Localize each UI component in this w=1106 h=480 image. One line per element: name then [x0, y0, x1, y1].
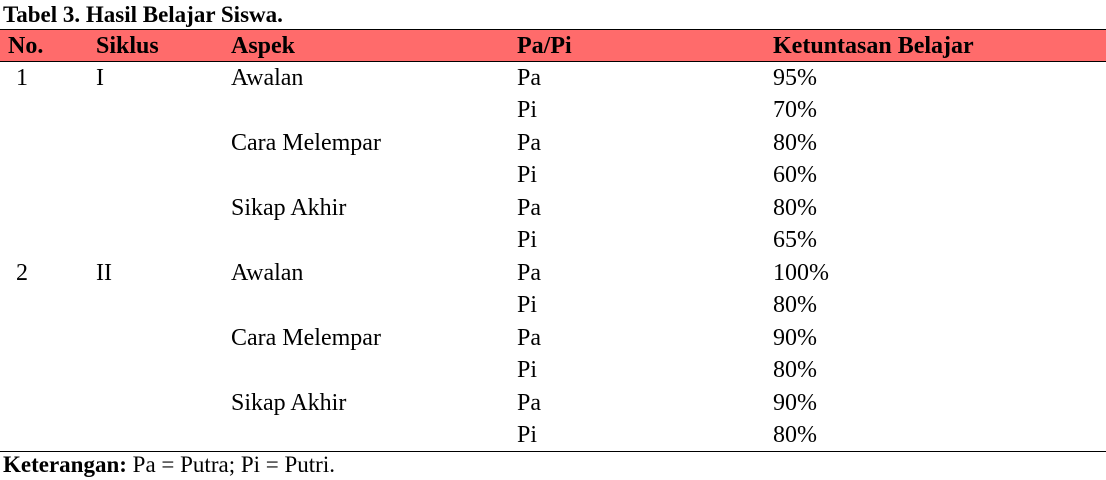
- cell-ketuntasan: 80%: [773, 292, 817, 319]
- cell-aspek: [231, 419, 517, 452]
- table-row: [0, 257, 1106, 290]
- cell-ketuntasan: 60%: [773, 162, 817, 189]
- cell-aspek: [231, 159, 517, 192]
- table-row: [0, 224, 1106, 257]
- cell-siklus: [96, 192, 231, 225]
- cell-no: [0, 159, 96, 192]
- table-body: [0, 62, 1106, 452]
- cell-siklus: [96, 419, 231, 452]
- cell-no: [0, 354, 96, 387]
- cell-ketuntasan: 100%: [773, 259, 829, 286]
- cell-no: [0, 387, 96, 420]
- cell-ketuntasan: 70%: [773, 97, 817, 124]
- cell-aspek: Awalan: [231, 259, 304, 286]
- cell-no: [0, 322, 96, 355]
- cell-aspek: [231, 224, 517, 257]
- table-header: [0, 30, 1106, 62]
- cell-siklus: [96, 354, 231, 387]
- cell-no: 2: [16, 259, 28, 286]
- table-row: [0, 322, 1106, 355]
- table-row: [0, 62, 1106, 95]
- cell-ketuntasan: 80%: [773, 194, 817, 221]
- cell-aspek: Sikap Akhir: [231, 389, 347, 416]
- cell-aspek: [231, 289, 517, 322]
- cell-pa-pi: Pi: [517, 419, 773, 452]
- cell-ketuntasan: 90%: [773, 389, 817, 416]
- cell-siklus: [96, 94, 231, 127]
- cell-pa-pi: Pi: [517, 97, 538, 124]
- cell-pa-pi: Pa: [517, 389, 541, 416]
- cell-aspek: Cara Melempar: [231, 129, 381, 156]
- table-row: [0, 192, 1106, 225]
- header-row: [0, 30, 1106, 62]
- cell-siklus: [96, 159, 231, 192]
- cell-pa-pi: Pi: [517, 227, 538, 254]
- cell-pa-pi: Pi: [517, 357, 538, 384]
- cell-siklus: [96, 289, 231, 322]
- cell-pa-pi: Pa: [517, 324, 541, 351]
- cell-aspek: Sikap Akhir: [231, 194, 347, 221]
- table-row: [0, 127, 1106, 160]
- cell-no: [0, 94, 96, 127]
- cell-ketuntasan: 65%: [773, 227, 817, 254]
- header-ketuntasan: Ketuntasan Belajar: [773, 30, 1106, 62]
- results-table: [0, 29, 1106, 452]
- header-pa-pi: Pa/Pi: [517, 30, 773, 62]
- cell-no: 1: [16, 65, 28, 91]
- cell-pa-pi: Pi: [517, 292, 538, 319]
- cell-no: [0, 289, 96, 322]
- header-no: No.: [0, 30, 96, 62]
- cell-siklus: I: [96, 65, 104, 91]
- header-aspek: Aspek: [231, 30, 517, 62]
- table-note: [3, 452, 335, 478]
- table-row: [0, 354, 1106, 387]
- cell-no: [0, 419, 96, 452]
- cell-aspek: Cara Melempar: [231, 324, 381, 351]
- cell-siklus: [96, 127, 231, 160]
- cell-no: [0, 127, 96, 160]
- cell-siklus: [96, 387, 231, 420]
- table-row: [0, 94, 1106, 127]
- note-label: Keterangan:: [3, 452, 127, 477]
- table-caption: Tabel 3. Hasil Belajar Siswa.: [3, 2, 283, 27]
- cell-no: [0, 224, 96, 257]
- header-siklus: Siklus: [96, 30, 231, 62]
- table-row: [0, 289, 1106, 322]
- cell-aspek: [231, 94, 517, 127]
- cell-pa-pi: Pi: [517, 162, 538, 189]
- cell-no: [0, 192, 96, 225]
- cell-pa-pi: Pa: [517, 194, 541, 221]
- cell-pa-pi: Pa: [517, 129, 541, 156]
- cell-pa-pi: Pa: [517, 65, 541, 91]
- cell-siklus: II: [96, 259, 112, 286]
- table-row: [0, 387, 1106, 420]
- table-row: [0, 419, 1106, 452]
- cell-ketuntasan: 90%: [773, 324, 817, 351]
- cell-ketuntasan: 80%: [773, 419, 1106, 452]
- results-table-container: [0, 29, 1106, 452]
- cell-ketuntasan: 95%: [773, 65, 817, 91]
- cell-aspek: [231, 354, 517, 387]
- table-row: [0, 159, 1106, 192]
- cell-ketuntasan: 80%: [773, 129, 817, 156]
- note-text: Pa = Putra; Pi = Putri.: [126, 452, 335, 477]
- cell-pa-pi: Pa: [517, 259, 541, 286]
- cell-siklus: [96, 224, 231, 257]
- cell-siklus: [96, 322, 231, 355]
- cell-aspek: Awalan: [231, 65, 304, 91]
- cell-ketuntasan: 80%: [773, 357, 817, 384]
